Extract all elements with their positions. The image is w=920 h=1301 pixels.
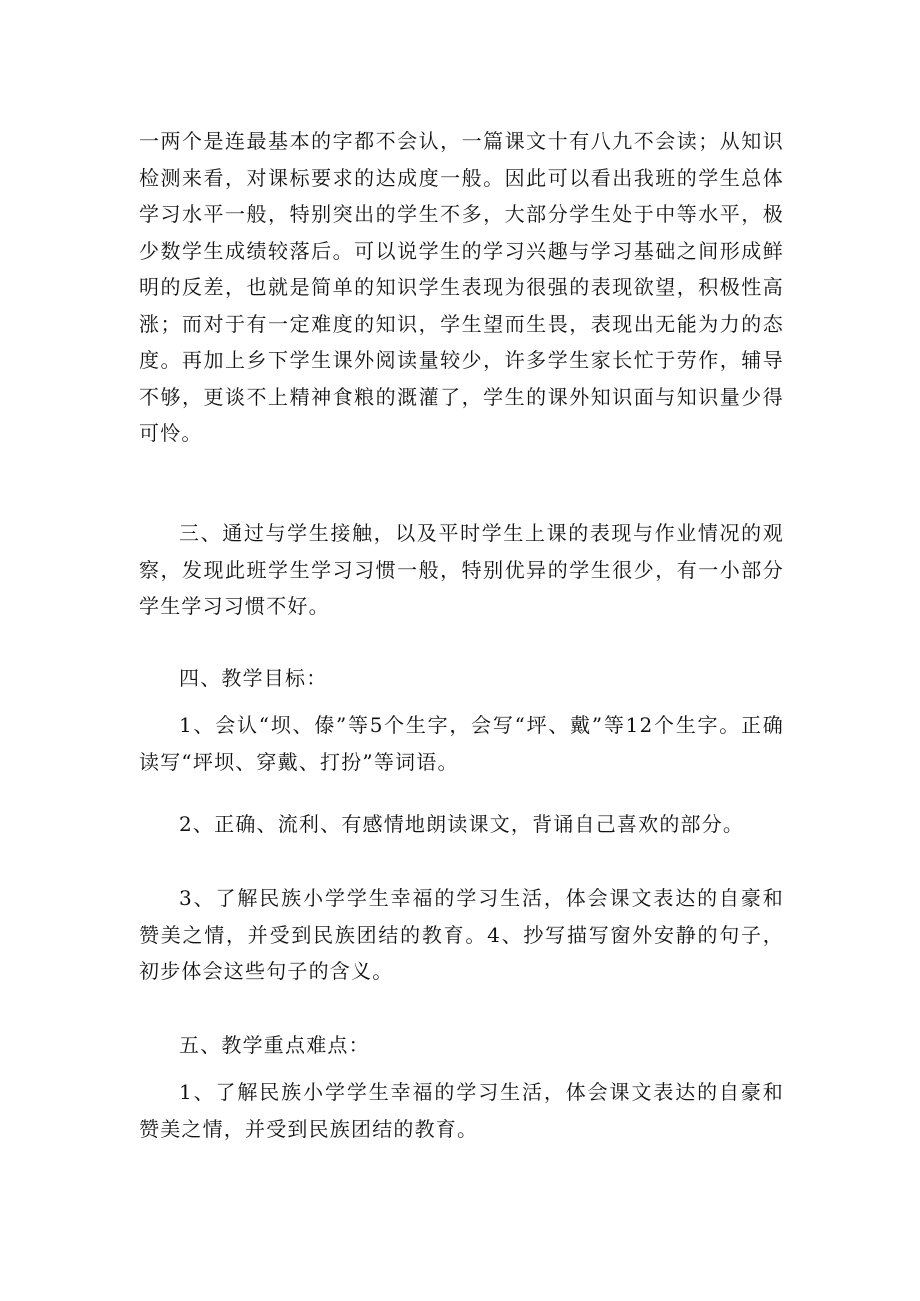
- difficulty-item-1: 1、了解民族小学学生幸福的学习生活，体会课文表达的自豪和赞美之情，并受到民族团结的教育。: [139, 1080, 784, 1141]
- heading-key-difficulties: 五、教学重点难点：: [179, 1033, 370, 1057]
- heading-teaching-goals: 四、教学目标：: [179, 666, 328, 690]
- goal-item-3-4: 3、了解民族小学学生幸福的学习生活，体会课文表达的自豪和赞美之情，并受到民族团结的教育。4、抄写描写窗外安静的句子，初步体会这些句子的含义。: [139, 886, 784, 983]
- paragraph-student-analysis: 一两个是连最基本的字都不会认，一篇课文十有八九不会读；从知识检测来看，对课标要求的达成度一般。因此可以看出我班的学生总体学习水平一般，特别突出的学生不多，大部分学生处于中等水平，极少数学生成绩较落后。可以说学生的学习兴趣与学习基础之间形成鲜明的反差，也就是简单的知识学生表现为很强的表现欲望，积极性高涨；而对于有一定难度的知识，学生望而生畏，表现出无能为力的态度。再加上乡下学生课外阅读量较少，许多学生家长忙于劳作，辅导不够，更谈不上精神食粮的溉灌了，学生的课外知识面与知识量少得可怜。: [139, 129, 784, 445]
- paragraph-section-three: 三、通过与学生接触，以及平时学生上课的表现与作业情况的观察，发现此班学生学习习惯一般，特别优异的学生很少，有一小部分学生学习习惯不好。: [139, 521, 784, 618]
- goal-item-2: 2、正确、流利、有感情地朗读课文，背诵自己喜欢的部分。: [179, 812, 745, 836]
- goal-item-1: 1、会认“坝、傣”等5个生字，会写“坪、戴”等12个生字。正确读写“坪坝、穿戴、打扮”等词语。: [139, 713, 784, 774]
